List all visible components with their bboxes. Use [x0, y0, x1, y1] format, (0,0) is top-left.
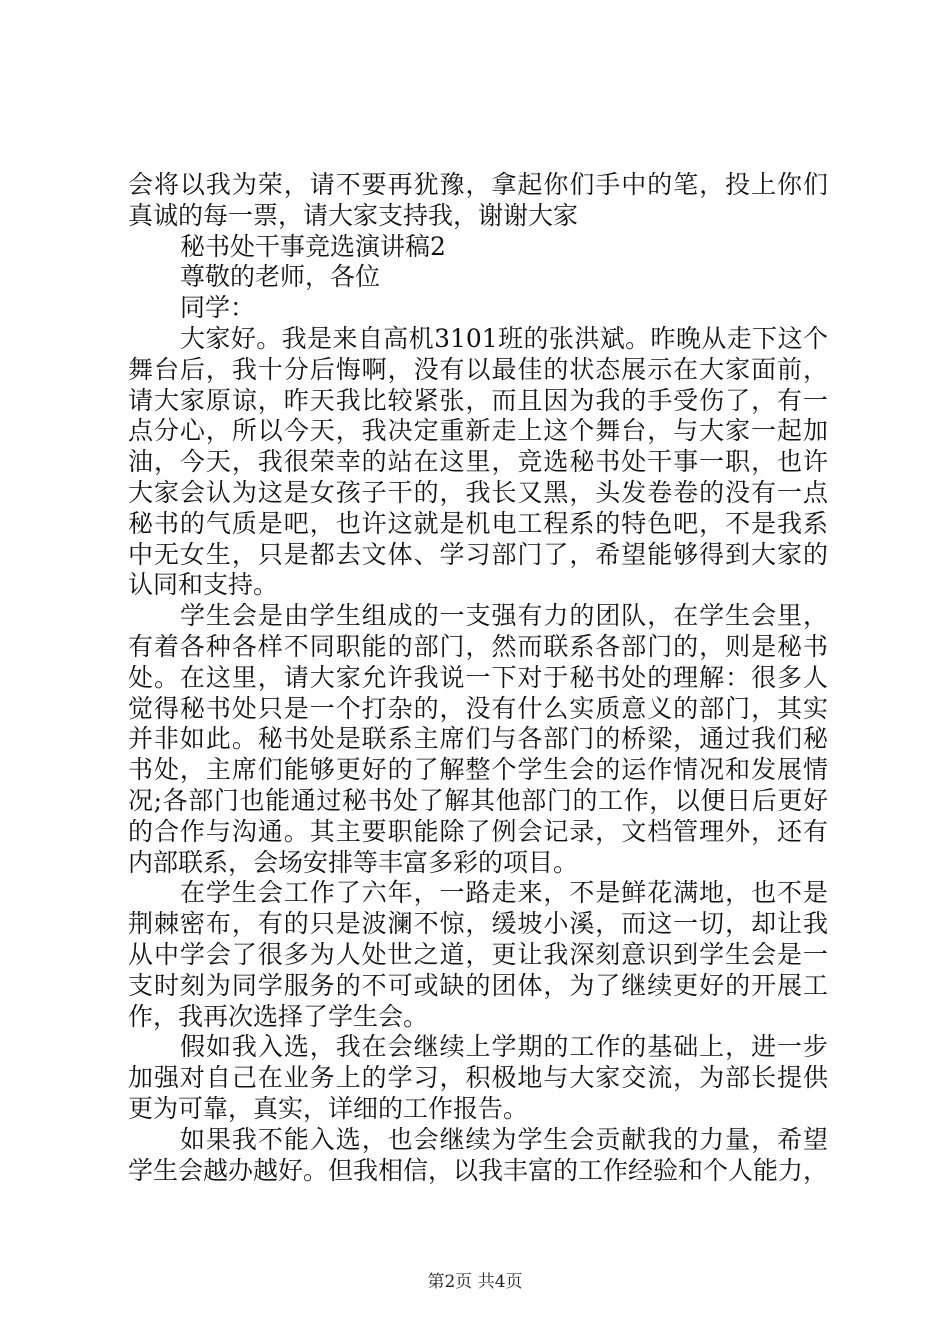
text-line: 荆棘密布，有的只是波澜不惊，缓坡小溪，而这一切，却让我: [128, 909, 828, 939]
text-line: 学生会是由学生组成的一支强有力的团队，在学生会里，: [180, 601, 828, 631]
text-line: 会将以我为荣，请不要再犹豫，拿起你们手中的笔，投上你们: [128, 170, 828, 199]
page-footer: 第2页 共4页: [427, 1272, 523, 1292]
text-line: 请大家原谅，昨天我比较紧张，而且因为我的手受伤了，有一: [128, 385, 828, 415]
text-line: 处。在这里，请大家允许我说一下对于秘书处的理解：很多人: [128, 662, 828, 692]
text-line: 书处，主席们能够更好的了解整个学生会的运作情况和发展情: [128, 755, 828, 785]
text-line: 支时刻为同学服务的不可或缺的团体，为了继续更好的开展工: [128, 970, 828, 1000]
text-line: 如果我不能入选，也会继续为学生会贡献我的力量，希望: [180, 1124, 828, 1154]
text-line: 真诚的每一票，请大家支持我，谢谢大家: [128, 200, 579, 230]
text-line: 内部联系，会场安排等丰富多彩的项目。: [128, 847, 579, 877]
text-line: 加强对自己在业务上的学习，积极地与大家交流，为部长提供: [128, 1063, 828, 1093]
text-line: 油，今天，我很荣幸的站在这里，竞选秘书处干事一职，也许: [128, 447, 828, 477]
text-line: 秘书的气质是吧，也许这就是机电工程系的特色吧，不是我系: [128, 508, 828, 538]
text-line: 大家好。我是来自高机3101班的张洪斌。昨晚从走下这个: [180, 323, 828, 353]
text-line: 舞台后，我十分后悔啊，没有以最佳的状态展示在大家面前，: [128, 354, 828, 384]
text-line: 更为可靠，真实，详细的工作报告。: [128, 1093, 529, 1123]
text-line: 的合作与沟通。其主要职能除了例会记录，文档管理外，还有: [128, 816, 828, 846]
text-line: 学生会越办越好。但我相信，以我丰富的工作经验和个人能力，: [128, 1155, 829, 1185]
text-line: 秘书处干事竞选演讲稿2: [180, 231, 446, 261]
text-line: 作，我再次选择了学生会。: [128, 1001, 429, 1031]
text-line: 况;各部门也能通过秘书处了解其他部门的工作，以便日后更好: [128, 785, 828, 815]
text-line: 同学：: [180, 293, 256, 323]
text-line: 尊敬的老师，各位: [180, 262, 381, 292]
document-body: [128, 170, 828, 1186]
text-line: 点分心，所以今天，我决定重新走上这个舞台，与大家一起加: [128, 416, 828, 446]
text-line: 从中学会了很多为人处世之道，更让我深刻意识到学生会是一: [128, 939, 828, 969]
text-line: 在学生会工作了六年，一路走来，不是鲜花满地，也不是: [180, 878, 828, 908]
text-line: 并非如此。秘书处是联系主席们与各部门的桥梁，通过我们秘: [128, 724, 828, 754]
text-line: 假如我入选，我在会继续上学期的工作的基础上，进一步: [180, 1032, 828, 1062]
text-line: 认同和支持。: [128, 570, 279, 600]
text-line: 觉得秘书处只是一个打杂的，没有什么实质意义的部门，其实: [128, 693, 828, 723]
text-line: 大家会认为这是女孩子干的，我长又黑，头发卷卷的没有一点: [128, 477, 828, 507]
text-line: 中无女生，只是都去文体、学习部门了，希望能够得到大家的: [128, 539, 828, 569]
text-line: 有着各种各样不同职能的部门，然而联系各部门的，则是秘书: [128, 631, 828, 661]
